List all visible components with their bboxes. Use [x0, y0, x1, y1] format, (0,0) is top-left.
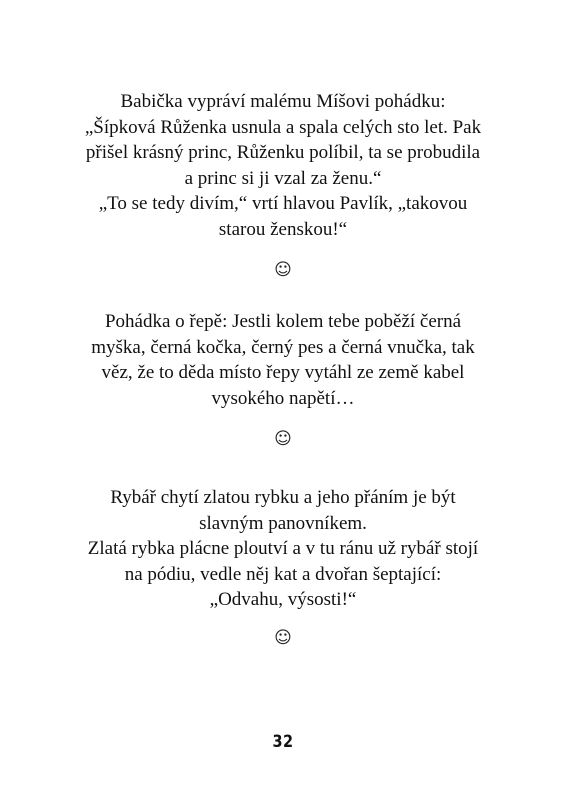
- text-line: „Odvahu, výsosti!“: [209, 589, 357, 611]
- smiley-icon: ☺: [274, 628, 292, 648]
- text-line: slavným panovníkem.: [199, 512, 367, 534]
- text-line: vysokého napětí…: [211, 387, 355, 409]
- text-line: Rybář chytí zlatou rybku a jeho přáním je být: [110, 487, 456, 508]
- text-line: starou ženskou!“: [218, 218, 348, 240]
- smiley-icon: ☺: [274, 429, 292, 449]
- text-line: myška, černá kočka, černý pes a černá vnučka, tak: [91, 336, 475, 358]
- text-line: a princ si ji vzal za ženu.“: [184, 167, 382, 189]
- text-line: „To se tedy divím,“ vrtí hlavou Pavlík, „takovou: [98, 193, 468, 215]
- joke-turnip: [70, 309, 496, 411]
- smiley-icon: ☺: [274, 260, 292, 280]
- joke-sleeping-beauty: [70, 89, 496, 243]
- text-line: „Šípková Růženka usnula a spala celých sto let. Pak: [84, 116, 482, 138]
- text-line: Babička vypráví malému Míšovi pohádku:: [120, 91, 446, 112]
- joke-golden-fish: [70, 485, 496, 613]
- text-line: Zlatá rybka plácne ploutví a v tu ránu už rybář stojí: [87, 538, 479, 560]
- text-line: přišel krásný princ, Růženku políbil, ta se probudila: [85, 142, 481, 164]
- text-line: na pódiu, vedle něj kat a dvořan šeptající:: [124, 563, 442, 585]
- text-line: Pohádka o řepě: Jestli kolem tebe poběží černá: [104, 311, 462, 332]
- page-number: 32: [272, 732, 294, 752]
- text-line: věz, že to děda místo řepy vytáhl ze země kabel: [101, 362, 465, 384]
